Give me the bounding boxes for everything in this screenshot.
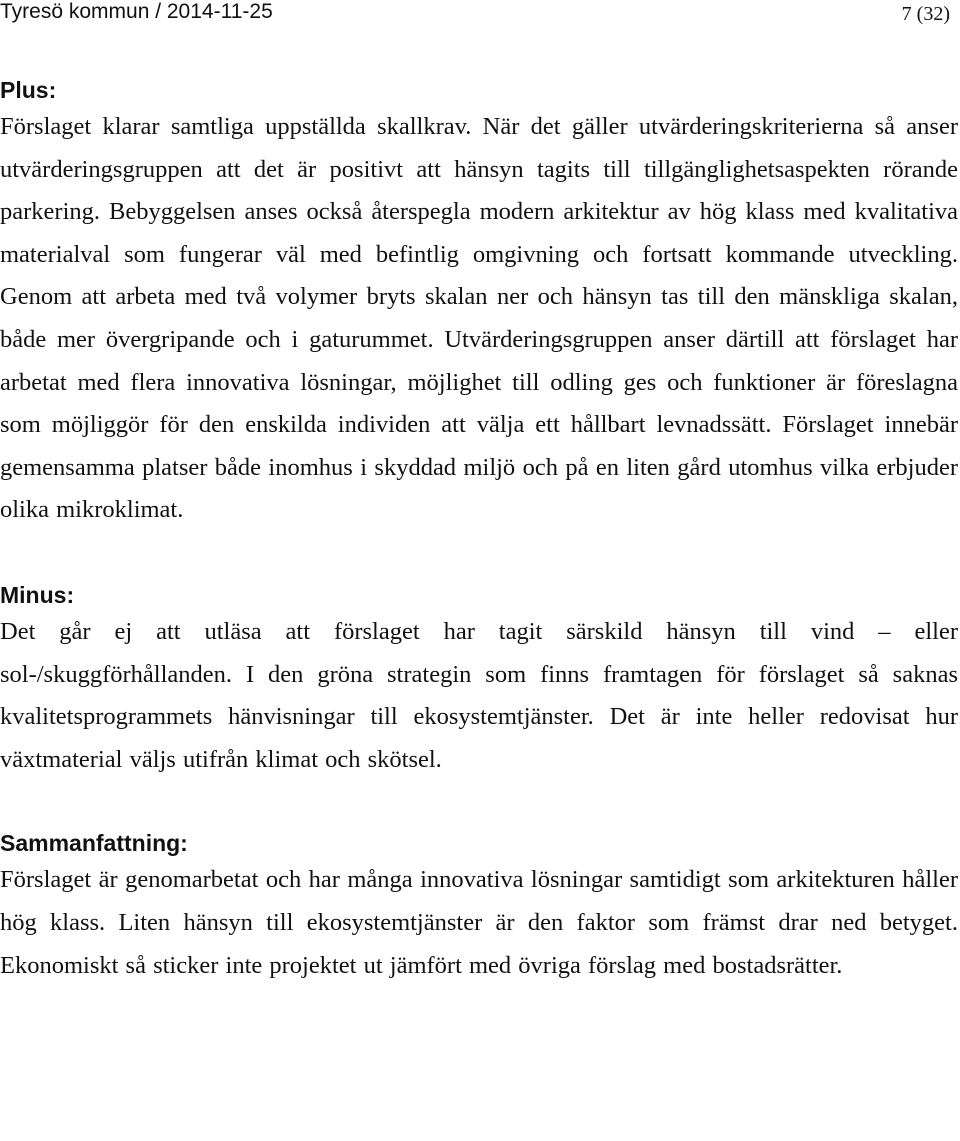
header-org-date: Tyresö kommun / 2014-11-25 xyxy=(0,0,273,23)
summary-text: Förslaget är genomarbetat och har många innovativa lösningar samtidigt som arkitekturen håller hög klass. Liten hänsyn till ekosystemtjänster är den faktor som främst drar ned betyget. Ekonomiskt så sticker inte projektet ut jämfört med övriga förslag med bostadsrätter. xyxy=(0,866,958,979)
summary-section xyxy=(0,827,958,987)
page-number: 7 (32) xyxy=(901,3,950,25)
minus-text: Det går ej att utläsa att förslaget har tagit särskild hänsyn till vind – eller sol-/skuggförhållanden. I den gröna strategin som finns framtagen för förslaget så saknas kvalitetsprogrammets hänvisningar till ekosystemtjänster. Det är inte heller redovisat hur växtmaterial väljs utifrån klimat och skötsel. xyxy=(0,617,958,773)
minus-section xyxy=(0,579,958,781)
document-body xyxy=(0,74,958,987)
plus-text: Förslaget klarar samtliga uppställda skallkrav. När det gäller utvärderingskriterierna så anser utvärderingsgruppen att det är positivt att hänsyn tagits till tillgänglighetsaspekten rörande parkering. Bebyggelsen anses också återspegla modern arkitektur av hög klass med kvalitativa materialval som fungerar väl med befintlig omgivning och fortsatt kommande utveckling. Genom att arbeta med två volymer bryts skalan ner och hänsyn tas till den mänskliga skalan, både mer övergripande och i gaturummet. Utvärderingsgruppen anser därtill att förslaget har arbetat med flera innovativa lösningar, möjlighet till odling ges och funktioner är föreslagna som möjliggör för den enskilda individen att välja ett hållbart levnadssätt. Förslaget innebär gemensamma platser både inomhus i skyddad miljö och på en liten gård utomhus vilka erbjuder olika mikroklimat. xyxy=(0,113,958,524)
plus-heading: Plus: xyxy=(0,77,57,103)
section-spacer xyxy=(0,532,958,579)
page-header xyxy=(0,0,952,28)
section-spacer xyxy=(0,781,958,827)
plus-section xyxy=(0,74,958,532)
minus-heading: Minus: xyxy=(0,581,75,608)
summary-heading: Sammanfattning: xyxy=(0,830,188,857)
